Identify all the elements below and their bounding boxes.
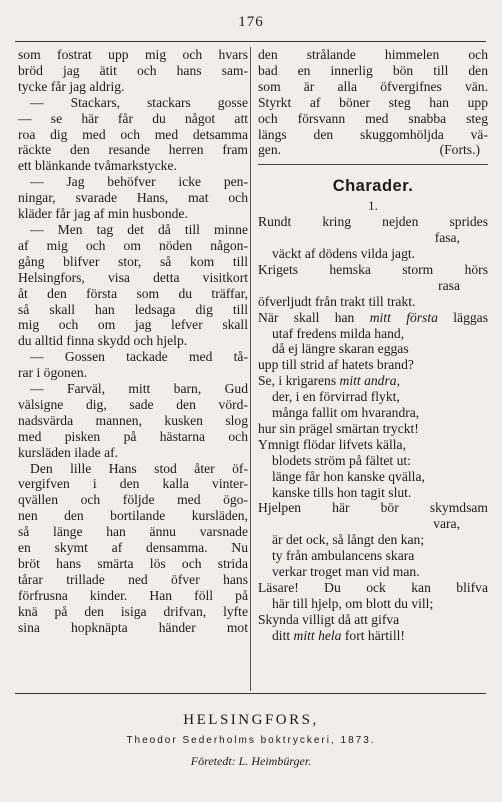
charade-line: ty från ambulancens skara — [272, 548, 415, 564]
left-line: tårar trillade ned öfver hans — [18, 571, 248, 587]
left-line: förfrusna kinder. Han föll på — [18, 587, 248, 603]
left-line: bröt hans smärta lös och strida — [18, 556, 248, 571]
charade-line: Se, i krigarens mitt andra, — [258, 373, 400, 389]
charade-line: öfverljudt från trakt till trakt. — [258, 293, 416, 309]
publisher-prefix: Företedt: — [190, 754, 236, 768]
charade-line: här till hjelp, om blott du vill; — [272, 595, 434, 611]
charade-line: ditt mitt hela fort härtill! — [272, 627, 405, 643]
charade-emphasis: mitt andra, — [339, 373, 400, 389]
charade-line: fasa, — [434, 230, 460, 246]
left-line: som fostrat upp mig och hvars — [18, 47, 248, 62]
left-line: Den lille Hans stod åter öf- — [30, 460, 248, 476]
left-line: kursläden ilade af. — [18, 444, 119, 460]
charade-line: Läsare! Du ock kan blifva — [258, 580, 488, 595]
left-line: mig och om jag lefver skall — [18, 317, 248, 333]
section-rule — [258, 164, 488, 165]
left-line: — Stackars, stackars gosse — [30, 94, 248, 110]
charade-line: Krigets hemska storm hörs — [258, 261, 488, 277]
charade-line: Hjelpen här bör skymdsam — [258, 500, 488, 516]
right-line: längs den skuggomhöljda vä- — [258, 126, 488, 142]
charade-line: blodets ström på fältet ut: — [272, 452, 411, 468]
right-line: som är alla öfvergifnes vän. — [258, 78, 488, 94]
right-line: bad en innerlig bön till den — [258, 62, 488, 78]
left-line: rar i ögonen. — [18, 365, 88, 381]
charade-line: hur sin prägel smärtan tryckt! — [258, 420, 419, 436]
left-line: — Gossen tackade med tå- — [30, 349, 248, 365]
left-line: tycke får jag aldrig. — [18, 78, 125, 94]
right-column — [258, 47, 488, 644]
charade-line: kanske tills hon tagit slut. — [272, 484, 412, 500]
left-line: åt den första som du träffar, — [18, 285, 248, 301]
left-line: qvällen och följde med ögo- — [18, 492, 248, 508]
imprint-publisher — [0, 754, 502, 769]
charade-line: vara, — [433, 516, 460, 532]
left-line: — Farväl, mitt barn, Gud — [30, 381, 248, 397]
imprint-printer: Theodor Sederholms boktryckeri, 1873. — [126, 735, 376, 746]
charade-line: När skall han mitt första läggas — [258, 309, 488, 325]
charade-line: länge får hon kanske qvälla, — [272, 468, 425, 484]
left-line: så länge han ännu varsnade — [18, 524, 248, 540]
right-line: och försvann med snabba steg — [258, 110, 488, 126]
charade-line: många fallit om hvarandra, — [272, 405, 420, 421]
bottom-rule — [15, 693, 486, 694]
charade-line: då ej längre skaran eggas — [272, 341, 409, 357]
right-line — [258, 142, 488, 158]
left-line: ningar, svarade Hans, mat och — [18, 190, 248, 206]
imprint-city: HELSINGFORS, — [183, 712, 319, 728]
left-line: en skymt af densamma. Nu — [18, 540, 248, 556]
left-line: — Jag behöfver icke pen- — [30, 174, 248, 190]
charade-number: 1. — [368, 198, 378, 214]
left-line: Helsingfors, visa detta visitkort — [18, 269, 248, 285]
right-line: Styrkt af böner steg han upp — [258, 94, 488, 110]
charade-line: Skynda villigt då att gifva — [258, 611, 400, 627]
top-rule — [15, 41, 486, 42]
left-line: gång blifver stor, så kom till — [18, 253, 248, 269]
left-line: räckte den resande herren fram — [18, 142, 248, 158]
left-line: vergifven i den kalla vinter- — [18, 476, 248, 492]
charade-line: är det ock, så långt den kan; — [272, 532, 425, 548]
left-line: roa dig med och med detsamma — [18, 126, 248, 142]
left-column — [18, 47, 248, 636]
charade-line: utaf fredens milda hand, — [272, 325, 405, 341]
page-number: 176 — [238, 14, 264, 30]
charade-line: väckt af dödens vilda jagt. — [272, 245, 416, 261]
publisher-name: L. Heimbürger. — [238, 754, 312, 768]
left-line: ett blänkande tvåmarkstycke. — [18, 158, 177, 174]
left-line: nadsvärda mannen, kusken slog — [18, 412, 248, 428]
charade-line: verkar troget man vid man. — [272, 564, 420, 580]
charade-line: rasa — [438, 277, 460, 293]
left-line: — Men tag det då till minne — [30, 221, 248, 237]
left-line: sina hopknäpta händer mot — [18, 619, 248, 635]
charade-line: Ymnigt flödar lifvets källa, — [258, 436, 406, 452]
column-divider — [250, 47, 251, 691]
left-line: du alltid finna skydd och hjelp. — [18, 333, 188, 349]
story-end-word: gen. — [258, 142, 282, 158]
left-line: knä på den isiga drifvan, lyfte — [18, 603, 248, 619]
charade-line: der, i en förvirrad flykt, — [272, 389, 400, 405]
left-line: med pisken på hästarna och — [18, 428, 248, 444]
left-line: bröd jag ätit och hans sam- — [18, 62, 248, 78]
right-line: den strålande himmelen och — [258, 47, 488, 62]
left-line: kläder får jag af min husbonde. — [18, 206, 188, 222]
charade-emphasis: mitt hela — [293, 627, 342, 643]
charade-line: upp till strid af hatets brand? — [258, 357, 414, 373]
left-line: så skall han ledsaga dig till — [18, 301, 248, 317]
charade-emphasis: mitt första — [369, 309, 438, 325]
left-line: — se här får du något att — [18, 110, 248, 126]
section-heading: Charader. — [332, 177, 414, 196]
left-line: nen den bortilande kursläden, — [18, 508, 248, 524]
left-line: välsigne dig, sade den vörd- — [18, 396, 248, 412]
continued-note: (Forts.) — [439, 142, 480, 158]
charade-line: Rundt kring nejden sprides — [258, 214, 488, 230]
left-line: af mig och om nöden någon- — [18, 237, 248, 253]
